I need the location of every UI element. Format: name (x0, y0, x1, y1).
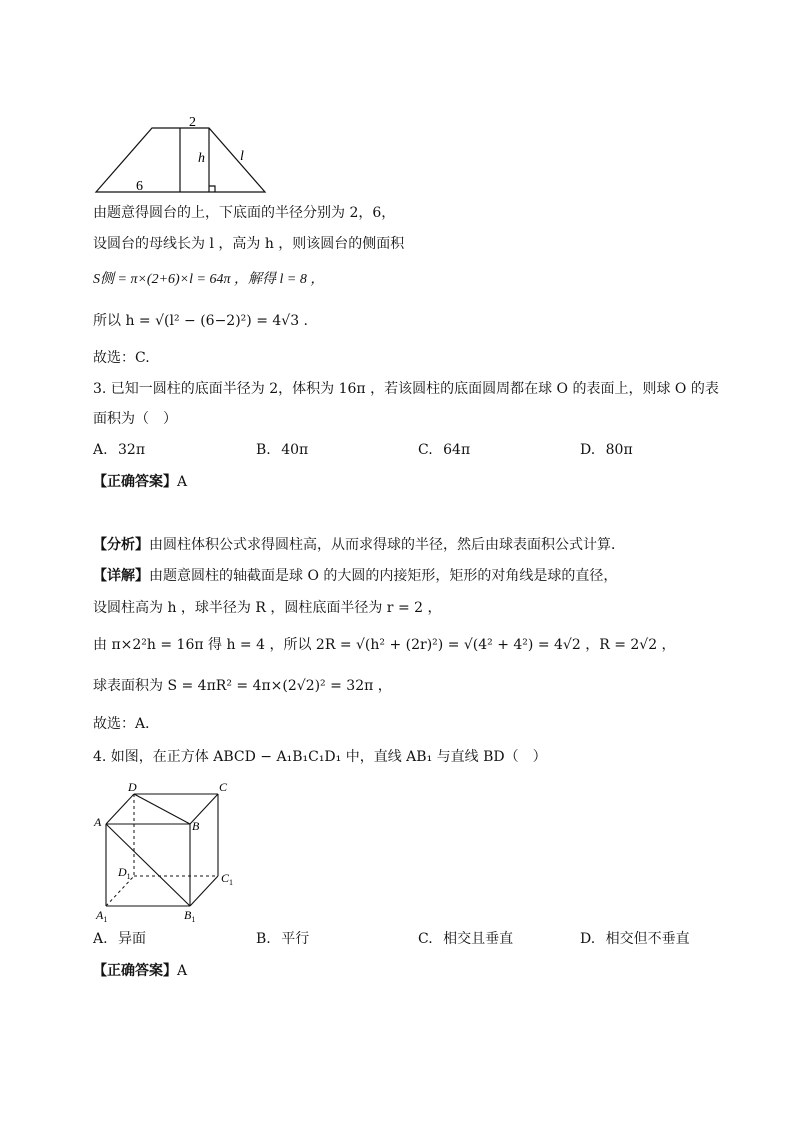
answer-tag: 【正确答案】 (93, 963, 177, 979)
cube-label-c: C (219, 780, 228, 794)
option-text: 异面 (118, 931, 147, 947)
q3-option-b (256, 442, 308, 459)
detail-text: 由题意圆柱的轴截面是球 O 的大圆的内接矩形，矩形的对角线是球的直径， (149, 568, 618, 584)
option-text: 平行 (281, 931, 310, 947)
option-label: C. (418, 442, 433, 458)
q3-conclusion: 故选：A． (93, 716, 160, 732)
cube-label-a: A (94, 815, 102, 829)
q3-answer (93, 474, 187, 491)
q3-line4: 由 π×2²h = 16π 得 h = 4 ，所以 2R = √(h² + (2r)²) = √(4² + 4²) = 4√2 ，R = 2√2 ， (93, 637, 676, 653)
option-label: D. (580, 931, 596, 947)
solution2-line4: 所以 h = √(l² − (6−2)²) = 4√3 . (93, 313, 309, 329)
q4-option-b (256, 931, 309, 948)
option-text: 相交但不垂直 (605, 931, 690, 947)
option-text: 相交且垂直 (443, 931, 514, 947)
q4-answer (93, 963, 187, 980)
q3-option-a (93, 442, 145, 459)
option-text: 40π (281, 442, 309, 458)
cube-label-d: D (128, 780, 137, 794)
q3-line3: 设圆柱高为 h ，球半径为 R ，圆柱底面半径为 r = 2 ， (93, 600, 442, 616)
q3-detail (93, 568, 617, 585)
q3-analysis (93, 537, 625, 554)
q4-option-c (418, 931, 513, 948)
q4-option-a (93, 931, 146, 948)
q4-option-d (580, 931, 690, 948)
q3-stem-line2: 面积为（ ） (93, 411, 177, 427)
trapezoid-slant-label: l (240, 149, 244, 164)
cube-label-b1: $B_1$ (184, 908, 196, 924)
option-label: B. (256, 442, 271, 458)
answer-tag: 【正确答案】 (93, 474, 177, 490)
detail-tag: 【详解】 (93, 568, 149, 584)
trapezoid-height-label: h (198, 151, 205, 166)
answer-value: A (177, 963, 188, 979)
cube-label-b: B (192, 819, 200, 833)
option-text: 64π (443, 442, 471, 458)
analysis-text: 由圆柱体积公式求得圆柱高，从而求得球的半径，然后由球表面积公式计算． (149, 537, 625, 553)
option-label: A. (93, 442, 108, 458)
q3-stem-line1: 3. 已知一圆柱的底面半径为 2，体积为 16π ，若该圆柱的底面圆周都在球 O 的表面上，则球 O 的表 (93, 381, 719, 397)
option-label: D. (580, 442, 596, 458)
trapezoid-bottom-label: 6 (136, 179, 143, 194)
cube-label-d1: $D_1$ (118, 865, 131, 881)
cube-label-a1: $A_1$ (96, 908, 108, 924)
solution2-line1: 由题意得圆台的上，下底面的半径分别为 2，6， (93, 205, 396, 221)
solution2-conclusion: 故选：C. (93, 350, 150, 366)
answer-value: A (177, 474, 188, 490)
trapezoid-top-label: 2 (189, 115, 196, 130)
solution2-line2: 设圆台的母线长为 l ，高为 h ，则该圆台的侧面积 (93, 236, 405, 252)
cube-label-c1: $C_1$ (221, 871, 234, 887)
q3-line5: 球表面积为 S = 4πR² = 4π×(2√2)² = 32π ， (93, 678, 392, 694)
option-label: A. (93, 931, 108, 947)
option-text: 80π (605, 442, 633, 458)
trapezoid-figure (90, 110, 275, 200)
q4-stem: 4. 如图，在正方体 ABCD − A₁B₁C₁D₁ 中，直线 AB₁ 与直线 BD（ ） (93, 749, 547, 765)
q3-option-c (418, 442, 470, 459)
option-label: C. (418, 931, 433, 947)
q3-option-d (580, 442, 633, 459)
option-text: 32π (118, 442, 146, 458)
cube-figure (90, 778, 250, 926)
option-label: B. (256, 931, 271, 947)
analysis-tag: 【分析】 (93, 537, 149, 553)
solution2-line3: S侧 = π×(2+6)×l = 64π ，解得 l = 8 ， (93, 272, 325, 287)
